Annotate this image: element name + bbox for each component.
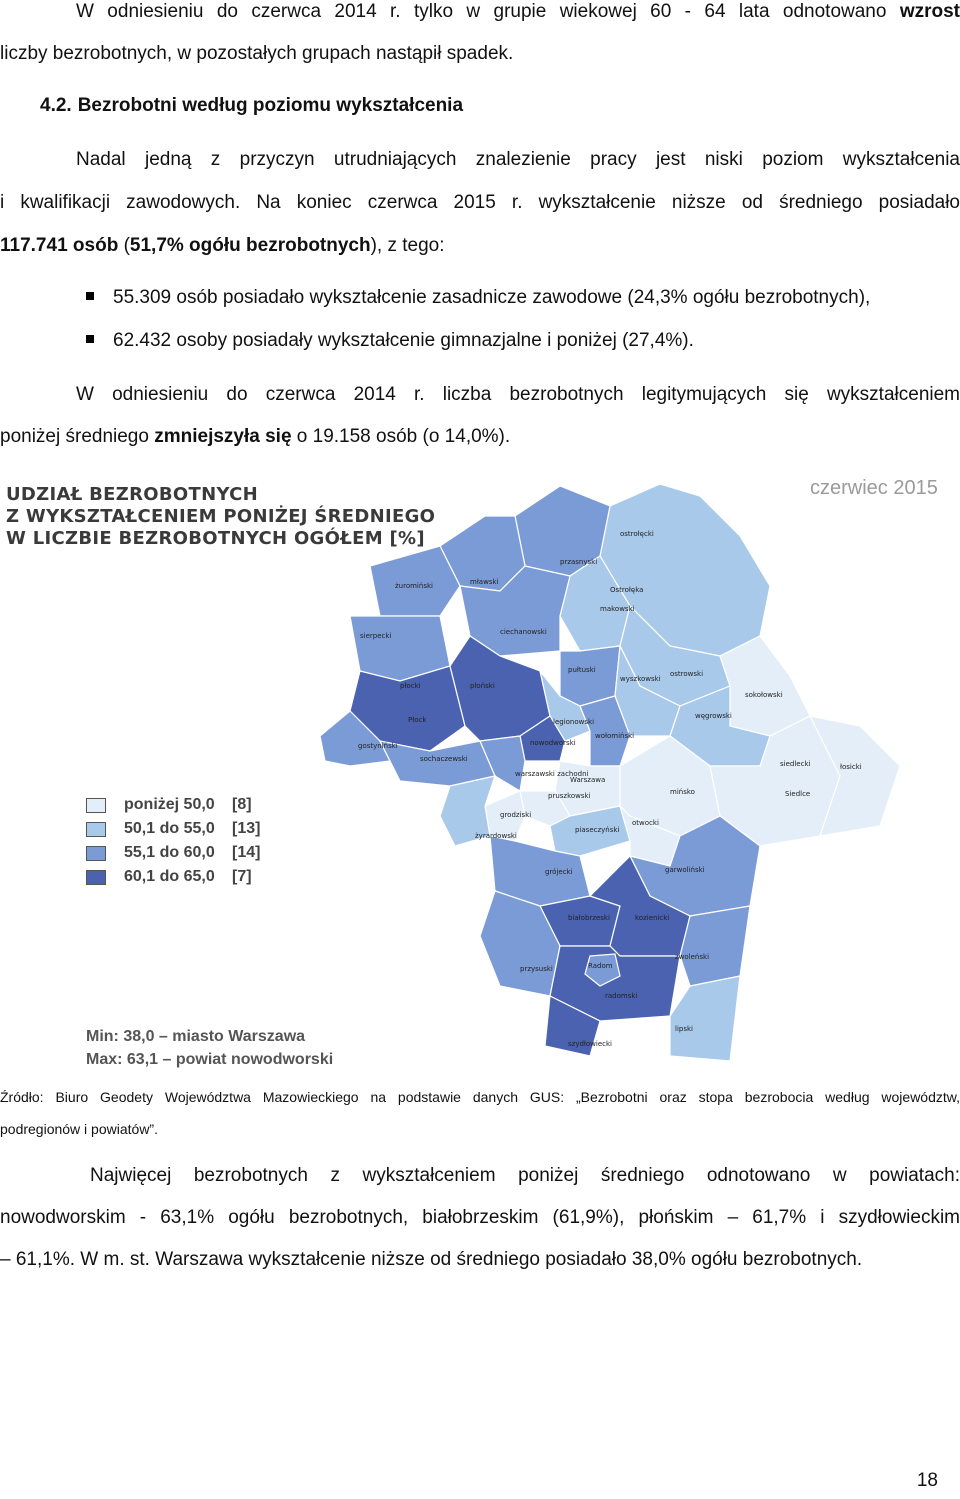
- map-region-label: zwoleński: [675, 953, 710, 961]
- legend-count: [8]: [232, 796, 252, 813]
- map-region-label: sierpecki: [360, 632, 392, 640]
- paragraph-line: [0, 0, 960, 24]
- section-number: 4.2.: [40, 95, 72, 116]
- paragraph-line: i kwalifikacji zawodowych. Na koniec czerwca 2015 r. wykształcenie niższe od średniego posiadało: [0, 192, 960, 213]
- legend-item: [86, 865, 260, 889]
- map-region-label: grodziski: [500, 811, 532, 819]
- map-region-label: Radom: [588, 962, 613, 970]
- map-region-label: warszawski zachodni: [515, 770, 589, 778]
- source-line: podregionów i powiatów”.: [0, 1121, 158, 1137]
- region-sokolow: [720, 636, 810, 736]
- map-region-label: Ostrołęka: [610, 586, 644, 594]
- map-region-label: radomski: [605, 992, 638, 1000]
- map-region-label: makowski: [600, 605, 635, 613]
- map-title-line: Z WYKSZTAŁCENIEM PONIŻEJ ŚREDNIEGO: [6, 506, 436, 527]
- legend-label: 60,1 do 65,0: [124, 868, 215, 885]
- map-region-label: przasnyski: [560, 558, 598, 566]
- map-region-label: Płock: [408, 716, 427, 724]
- map-region-label: łosicki: [840, 763, 862, 771]
- map-min: Min: 38,0 – miasto Warszawa: [86, 1028, 306, 1045]
- map-title-line: UDZIAŁ BEZROBOTNYCH: [6, 484, 259, 505]
- map-region-label: gostyniński: [358, 742, 398, 750]
- map-region-label: płoński: [470, 682, 495, 690]
- map-region-label: kozienicki: [635, 914, 670, 922]
- map-region-label: lipski: [675, 1025, 693, 1033]
- map-region-label: Warszawa: [570, 776, 606, 784]
- map-region-label: legionowski: [553, 718, 595, 726]
- legend-item: [86, 841, 260, 865]
- paragraph-line: Najwięcej bezrobotnych z wykształceniem poniżej średniego odnotowano w powiatach:: [90, 1165, 960, 1186]
- paragraph-line: W odniesieniu do czerwca 2014 r. liczba bezrobotnych legitymujących się wykształceniem: [76, 384, 960, 405]
- map-region-label: białobrzeski: [568, 914, 610, 922]
- map-region-label: sochaczewski: [420, 755, 468, 763]
- map-region-label: pruszkowski: [548, 792, 591, 800]
- section-heading: [40, 94, 740, 118]
- map-region-label: żyrardowski: [475, 832, 517, 840]
- paragraph-line: [0, 234, 960, 258]
- legend-label: 50,1 do 55,0: [124, 820, 215, 837]
- paragraph-line: – 61,1%. W m. st. Warszawa wykształcenie niższe od średniego posiadało 38,0% ogółu bezrobotnych.: [0, 1249, 863, 1270]
- paragraph-line: Nadal jedną z przyczyn utrudniających znalezienie pracy jest niski poziom wykształcenia: [76, 149, 960, 170]
- legend-item: [86, 817, 260, 841]
- source-line: Źródło: Biuro Geodety Województwa Mazowieckiego na podstawie danych GUS: „Bezrobotni oraz stopa bezrobocia według województw,: [0, 1089, 960, 1105]
- section-title: Bezrobotni według poziomu wykształcenia: [77, 95, 464, 116]
- legend-swatch: [86, 846, 106, 861]
- region-zwolen: [680, 906, 750, 986]
- map-region-label: pułtuski: [568, 666, 596, 674]
- legend-count: [7]: [232, 868, 252, 885]
- map-region-label: mławski: [470, 578, 499, 586]
- map-region-label: szydłowiecki: [568, 1040, 613, 1048]
- legend-count: [14]: [232, 844, 261, 861]
- map-region-label: ciechanowski: [500, 628, 547, 636]
- map-region-label: żuromiński: [395, 582, 433, 590]
- region-lipsko: [670, 976, 740, 1061]
- legend-label: 55,1 do 60,0: [124, 844, 215, 861]
- map-region-label: wyszkowski: [620, 675, 661, 683]
- legend-label: poniżej 50,0: [124, 796, 215, 813]
- page-number: 18: [916, 1470, 938, 1491]
- text-span: ), z tego:: [370, 235, 445, 256]
- paragraph-line: nowodworskim - 63,1% ogółu bezrobotnych, białobrzeskim (61,9%), płońskim – 61,7% i szydłowieckim: [0, 1207, 960, 1228]
- map-region-label: otwocki: [632, 819, 659, 827]
- legend-swatch: [86, 822, 106, 837]
- map-date: czerwiec 2015: [810, 477, 938, 499]
- text-span: W odniesieniu do czerwca 2014 r. tylko w grupie wiekowej 60 - 64 lata odnotowano: [76, 1, 900, 22]
- legend-item: [86, 793, 260, 817]
- text-span: (: [118, 235, 130, 256]
- bullet-icon: [86, 292, 94, 300]
- map-region-label: przysuski: [520, 965, 553, 973]
- map-region-label: ostrowski: [670, 670, 704, 678]
- map-region-label: nowodworski: [530, 739, 576, 747]
- map-region-label: płocki: [400, 682, 421, 690]
- map-region-label: grójecki: [545, 868, 573, 876]
- paragraph-line: liczby bezrobotnych, w pozostałych grupach nastąpił spadek.: [0, 43, 514, 64]
- map-region-label: siedlecki: [780, 760, 811, 768]
- text-span: o 19.158 osób (o 14,0%).: [291, 426, 511, 447]
- map-region-label: węgrowski: [695, 712, 732, 720]
- map-max: Max: 63,1 – powiat nowodworski: [86, 1051, 334, 1068]
- map-region-label: Siedlce: [785, 790, 811, 798]
- bullet-item: 55.309 osób posiadało wykształcenie zasadnicze zawodowe (24,3% ogółu bezrobotnych),: [113, 287, 871, 308]
- legend-count: [13]: [232, 820, 261, 837]
- legend-swatch: [86, 798, 106, 813]
- map-title-line: W LICZBIE BEZROBOTNYCH OGÓŁEM [%]: [6, 528, 425, 549]
- map-region-label: wołomiński: [595, 732, 635, 740]
- text-bold: zmniejszyła się: [154, 426, 292, 447]
- map-region-label: garwoliński: [665, 866, 705, 874]
- bullet-item: 62.432 osoby posiadały wykształcenie gimnazjalne i poniżej (27,4%).: [113, 330, 694, 351]
- text-bold: 51,7% ogółu bezrobotnych: [129, 235, 371, 256]
- map-minmax: [86, 1025, 333, 1071]
- text-bold: 117.741 osób: [0, 235, 119, 256]
- bullet-icon: [86, 335, 94, 343]
- text-span: poniżej średniego: [0, 426, 155, 447]
- map-legend: [86, 793, 260, 889]
- map-region-label: piaseczyński: [575, 826, 620, 834]
- map-region-label: ostrołęcki: [620, 530, 654, 538]
- choropleth-map: [320, 476, 960, 1071]
- map-region-label: mińsko: [670, 788, 695, 796]
- paragraph-line: [0, 425, 960, 449]
- legend-swatch: [86, 870, 106, 885]
- map-region-label: sokołowski: [745, 691, 783, 699]
- text-bold: wzrost: [899, 1, 960, 22]
